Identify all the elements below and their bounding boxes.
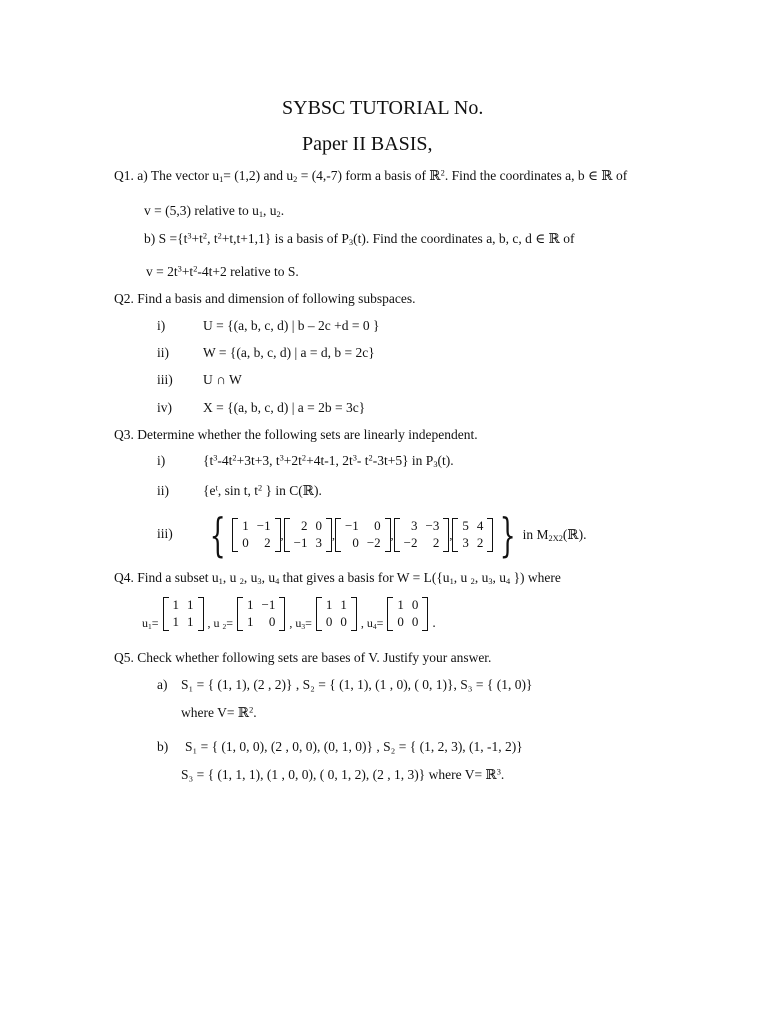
t: , u xyxy=(360,616,373,631)
q5-b2-line xyxy=(181,767,504,783)
matrix-entry: 1 xyxy=(247,597,254,612)
q2-item-num: iv) xyxy=(157,400,172,415)
matrix-entry: 0 xyxy=(352,535,359,550)
matrix-entry: 1 xyxy=(325,597,333,612)
t: {e xyxy=(203,483,216,498)
matrix-entry: −1 xyxy=(261,597,276,612)
q4-matrix-row xyxy=(142,597,436,631)
q3-item-num: ii) xyxy=(157,483,169,498)
matrix xyxy=(163,597,204,631)
t: = xyxy=(305,616,312,631)
matrix-entry: 0 xyxy=(397,613,404,629)
q1-b-text: (t). Find the coordinates a, b, c, d ∈ ℝ of xyxy=(353,231,575,246)
sub: 1 xyxy=(219,175,224,185)
matrix-entry: 0 xyxy=(242,535,249,550)
q2-item-num: i) xyxy=(157,318,166,333)
matrix-entry: 1 xyxy=(242,518,249,534)
sup: 3 xyxy=(213,453,218,463)
sub: 3 xyxy=(301,622,306,632)
matrix-entry: 4 xyxy=(476,518,484,534)
comma: , xyxy=(331,527,335,542)
q1-a-line xyxy=(114,168,627,184)
t: where V= ℝ xyxy=(181,705,250,720)
q5-a2-line xyxy=(181,705,257,721)
matrix-entry: 1 xyxy=(397,597,404,612)
q5-item-num: b) xyxy=(157,739,169,754)
q2-item-text: W = {(a, b, c, d) | a = d, b = 2c} xyxy=(203,345,375,360)
sup: 3 xyxy=(177,264,182,274)
sub: 2 xyxy=(222,622,227,632)
q5-item-num: a) xyxy=(157,677,168,692)
sub: 2 xyxy=(239,577,244,587)
sup: 3 xyxy=(352,453,357,463)
q5-item-text: S₁ = { (1, 1), (2 , 2)} , S₂ = { (1, 1), (1 , 0), ( 0, 1)}, S₃ = { (1, 0)} xyxy=(181,677,533,692)
sub: 3 xyxy=(257,577,262,587)
t: , u xyxy=(289,616,302,631)
matrix-entry: 0 xyxy=(411,597,419,612)
t: = xyxy=(226,616,233,631)
matrix-entry: 1 xyxy=(172,597,179,612)
q3-item-text xyxy=(203,483,322,499)
sub: 2 xyxy=(293,175,298,185)
matrix xyxy=(394,518,453,552)
matrix xyxy=(237,597,285,631)
matrix-entry: −2 xyxy=(366,535,381,550)
matrix-entry: 3 xyxy=(462,535,469,550)
q2-heading: Q2. Find a basis and dimension of following subspaces. xyxy=(114,291,416,306)
matrix-entry: −1 xyxy=(293,535,308,550)
q3-iii-tail xyxy=(523,527,587,543)
q1-b-text: +t xyxy=(191,231,203,246)
sub: 1 xyxy=(148,622,152,632)
sup: t xyxy=(215,483,218,493)
t: (ℝ). xyxy=(562,527,587,542)
t: S₃ = { (1, 1, 1), (1 , 0, 0), ( 0, 1, 2), (2 , 1, 3)} where V= ℝ xyxy=(181,767,497,782)
page-subtitle: Paper II BASIS, xyxy=(302,133,433,155)
matrix xyxy=(452,518,493,552)
q1-b-text: b) S ={t xyxy=(144,231,188,246)
q3-heading: Q3. Determine whether the following sets are linearly independent. xyxy=(114,427,478,442)
matrix-entry: −1 xyxy=(344,518,359,534)
matrix-right-bracket xyxy=(487,518,493,552)
matrix xyxy=(284,518,332,552)
sub: 1 xyxy=(449,577,454,587)
matrix-entry: 2 xyxy=(432,535,440,550)
matrix-right-bracket xyxy=(422,597,428,631)
matrix-entry: 1 xyxy=(247,613,254,629)
sub: 4 xyxy=(372,622,377,632)
q2-item-text: U ∩ W xyxy=(203,372,242,387)
t: in M xyxy=(522,527,549,542)
sub: 2 xyxy=(276,210,281,220)
matrix-entry: −3 xyxy=(425,518,440,534)
t: +4t-1, 2t xyxy=(306,453,353,468)
sub: 1 xyxy=(258,210,264,220)
t: . xyxy=(253,705,257,720)
q3-item-text xyxy=(203,453,454,469)
matrix-label xyxy=(208,616,234,630)
q5-heading: Q5. Check whether following sets are bases of V. Justify your answer. xyxy=(114,650,492,665)
matrix-label xyxy=(361,616,384,630)
matrix-entry: 3 xyxy=(315,535,322,550)
t: , u xyxy=(474,570,489,585)
t: } in C(ℝ). xyxy=(262,483,322,498)
sup: 2 xyxy=(232,453,237,463)
q1-b-text: , t xyxy=(207,231,218,246)
t: {t xyxy=(203,453,214,468)
t: , u xyxy=(453,570,471,585)
t: u xyxy=(142,616,148,631)
matrix-entry: 1 xyxy=(187,613,194,629)
matrix-entry: 1 xyxy=(187,597,194,612)
comma: , xyxy=(390,527,394,542)
t: , u xyxy=(492,570,506,585)
comma: , xyxy=(449,527,453,542)
q2-item-text: U = {(a, b, c, d) | b – 2c +d = 0 } xyxy=(203,318,380,333)
t: that gives a basis for W = L({u xyxy=(279,570,450,585)
sup: 3 xyxy=(496,767,501,777)
q1-a2-text: v = (5,3) relative to u xyxy=(144,203,259,218)
sup: 2 xyxy=(217,231,222,241)
q2-item-num: ii) xyxy=(157,345,169,360)
sup: 2 xyxy=(249,705,254,715)
t: +3t+3, t xyxy=(236,453,280,468)
t: (t). xyxy=(437,453,454,468)
sup: 2 xyxy=(257,483,263,493)
matrix-entry: 0 xyxy=(325,613,333,629)
comma: , xyxy=(280,527,284,542)
t: = xyxy=(376,616,384,631)
sub: 3 xyxy=(433,460,438,470)
t: , sin t, t xyxy=(217,483,258,498)
matrix-entry: −2 xyxy=(403,535,418,550)
matrix-entry: 2 xyxy=(300,518,308,534)
q2-item-num: iii) xyxy=(157,372,173,387)
sup: 2 xyxy=(440,168,445,178)
matrix-entry: 2 xyxy=(476,535,484,550)
close-brace: } xyxy=(499,508,517,562)
sup: 2 xyxy=(368,453,373,463)
q1-a-text: Q1. a) The vector u xyxy=(114,168,220,183)
matrix-entry: 1 xyxy=(340,597,347,612)
matrix-entry: 0 xyxy=(268,613,276,629)
t: -3t+5} in P xyxy=(372,453,434,468)
matrix xyxy=(316,597,357,631)
q1-b2-text: -4t+2 relative to S. xyxy=(197,264,299,279)
q1-a-text: = (4,-7) form a basis of ℝ xyxy=(297,168,441,183)
t: +2t xyxy=(283,453,302,468)
matrix xyxy=(335,518,391,552)
matrix-right-bracket xyxy=(198,597,204,631)
matrix-right-bracket xyxy=(279,597,285,631)
matrix xyxy=(387,597,428,631)
t: , u xyxy=(243,570,258,585)
matrix-entry: −1 xyxy=(256,518,271,534)
t: -4t xyxy=(217,453,233,468)
q1-b2-text: +t xyxy=(181,264,194,279)
q3-item-num: i) xyxy=(157,453,166,468)
sub: 3 xyxy=(348,238,354,248)
q1-b-text: +t,t+1,1} is a basis of P xyxy=(221,231,349,246)
matrix-entry: 1 xyxy=(172,613,179,629)
t: - t xyxy=(356,453,369,468)
matrix-right-bracket xyxy=(351,597,357,631)
matrix-entry: 0 xyxy=(315,518,322,534)
sub: 3 xyxy=(488,577,493,587)
q1-a-text: = (1,2) and u xyxy=(223,168,294,183)
period: . xyxy=(432,614,436,630)
matrix-entry: 3 xyxy=(411,518,418,534)
sub: 4 xyxy=(275,577,280,587)
sub: 2X2 xyxy=(548,534,563,544)
q4-heading xyxy=(114,570,561,586)
sup: 2 xyxy=(301,453,307,463)
t: , u xyxy=(207,616,223,631)
t: Q4. Find a subset u xyxy=(114,570,219,585)
q1-a2-text: , u xyxy=(263,203,277,218)
t: , u xyxy=(261,570,276,585)
q3-item-num: iii) xyxy=(157,526,173,541)
matrix-entry: 2 xyxy=(264,535,271,550)
matrix-entry: 0 xyxy=(411,613,419,629)
sup: 2 xyxy=(193,264,198,274)
q1-b2-line xyxy=(146,264,299,280)
sup: 2 xyxy=(202,231,208,241)
q1-a-text: . Find the coordinates a, b ∈ ℝ of xyxy=(444,168,628,183)
sub: 4 xyxy=(506,577,511,587)
t: . xyxy=(500,767,505,782)
page-title: SYBSC TUTORIAL No. xyxy=(282,97,484,119)
q3-matrix-set xyxy=(203,508,587,562)
matrix-label xyxy=(142,616,159,630)
matrix-label xyxy=(289,616,312,630)
q1-a2-line xyxy=(144,203,284,219)
t: }) where xyxy=(510,570,561,585)
q1-b-line xyxy=(144,231,575,247)
matrix-entry: 5 xyxy=(462,518,469,534)
matrix xyxy=(232,518,280,552)
q1-b2-text: v = 2t xyxy=(146,264,178,279)
q1-a2-text: . xyxy=(280,203,285,218)
sub: 1 xyxy=(218,577,223,587)
open-brace: { xyxy=(209,508,226,562)
sup: 3 xyxy=(279,453,284,463)
q2-item-text: X = {(a, b, c, d) | a = 2b = 3c} xyxy=(203,400,366,415)
t: = xyxy=(151,616,159,631)
t: , u xyxy=(222,570,240,585)
sub: 2 xyxy=(470,577,475,587)
sup: 3 xyxy=(187,231,192,241)
q5-item-text: S₁ = { (1, 0, 0), (2 , 0, 0), (0, 1, 0)} , S₂ = { (1, 2, 3), (1, -1, 2)} xyxy=(185,739,523,754)
matrix-entry: 0 xyxy=(374,518,381,534)
matrix-entry: 0 xyxy=(340,613,347,629)
